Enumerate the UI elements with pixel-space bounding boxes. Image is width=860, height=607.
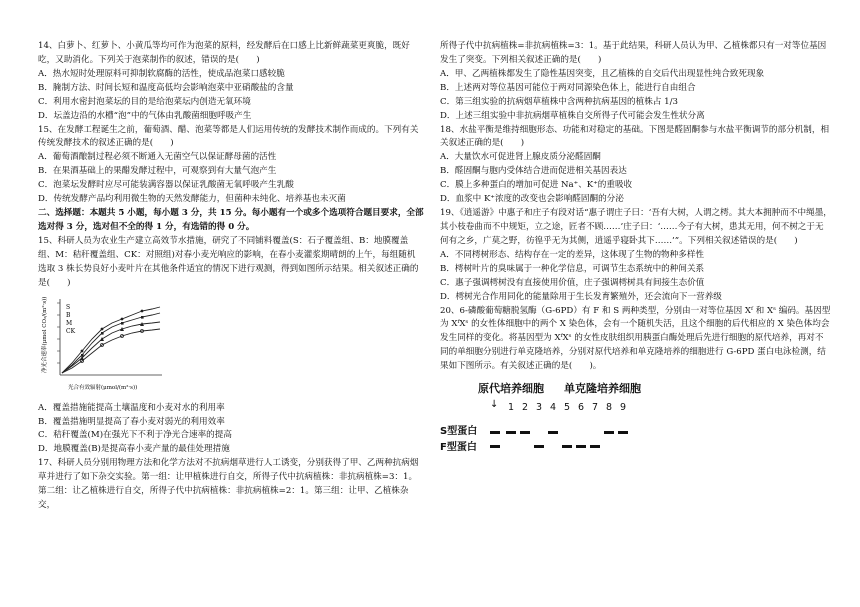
- q19-option-c: C．惠子强调樗树没有直接使用价值，庄子强调樗树具有间接生态价值: [440, 277, 705, 288]
- lane-label: 8: [606, 402, 613, 414]
- legend-m: M: [66, 319, 73, 327]
- right-column: [440, 40, 832, 462]
- band-f: [490, 445, 500, 448]
- lane-label: 5: [564, 402, 571, 414]
- primary-culture-title: 原代培养细胞: [478, 382, 544, 396]
- light-response-chart: [38, 293, 168, 398]
- lane-label: 3: [536, 402, 543, 414]
- y-axis-label: 净光合速率(μmol CO₂/(m²·s)): [42, 296, 48, 373]
- band-s: [520, 431, 530, 434]
- clone-culture-title: 单克隆培养细胞: [564, 382, 641, 396]
- electrophoresis-figure: [440, 380, 680, 462]
- lane-label: 6: [578, 402, 585, 414]
- q19-option-d: D．樗树光合作用同化的能量除用于生长发育繁殖外，还会流向下一营养级: [440, 291, 722, 302]
- q15a-option-d: D．传统发酵产品均利用微生物的天然发酵能力，但菌种未纯化、培养基也未灭菌: [38, 194, 346, 205]
- s-protein-label: S型蛋白: [440, 426, 478, 438]
- section-2-heading: 二、选择题：本题共 5 小题，每小题 3 分，共 15 分。每小题有一个或多个选项符合题目要求，全部选对得 3 分，选对但不全的得 1 分，有选错的得 0 分。: [38, 208, 424, 232]
- q19-option-b: B．樗树叶片的臭味属于一种化学信息，可调节生态系统中的种间关系: [440, 263, 705, 274]
- lane-label: 4: [550, 402, 557, 414]
- band-f: [534, 445, 544, 448]
- lane-label: 1: [508, 402, 515, 414]
- legend-b: B: [66, 311, 71, 319]
- band-s: [506, 431, 516, 434]
- q17-option-b: B．上述两对等位基因可能位于两对同源染色体上，能进行自由组合: [440, 82, 696, 93]
- q15b-option-b: B．覆盖措施明显提高了春小麦对弱光的利用效率: [38, 416, 225, 427]
- q18-option-c: C．膜上多种蛋白的增加可促进 Na⁺、K⁺的重吸收: [440, 180, 633, 191]
- q15a-option-b: B．在果酒基础上的果醋发酵过程中，可观察到有大量气泡产生: [38, 166, 277, 177]
- lane-label: 2: [522, 402, 529, 414]
- legend-s: S: [66, 303, 71, 311]
- q15a-stem: 15、在发酵工程诞生之前，葡萄酒、醋、泡菜等都是人们运用传统的发酵技术制作而成的。下列有关传统发酵技术的叙述正确的是( ): [38, 124, 419, 149]
- q20-stem: 20、6-磷酸葡萄糖脱氢酶（G-6PD）有 F 和 S 两种类型，分别由一对等位基因 Xᶠ 和 Xˢ 编码。基因型为 XᶠXˢ 的女性体细胞中的两个 X 染色体，会有一个随机失活，且这个细胞的后代相应的 X 染色体均会发生同样的变化。将基因型为 XᶠXˢ 的女性皮肤组织用胰蛋白酶处理后先进行细胞的原代培养，再对不同的单细胞分别进行单克隆培养，分别对原代培养和单克隆培养的细胞进行 G-6PD 蛋白电泳检测，结果如下图所示。有关叙述正确的是( )。: [440, 305, 831, 372]
- q15a-option-c: C．泡菜坛发酵时应尽可能装满容器以保证乳酸菌无氧呼吸产生乳酸: [38, 180, 294, 191]
- down-arrow-icon: ↓: [490, 399, 499, 411]
- q19-option-a: A．不同樗树形态、结构存在一定的差异，这体现了生物的物种多样性: [440, 249, 705, 260]
- band-s: [490, 431, 500, 434]
- q14-stem: 14、白萝卜、红萝卜、小黄瓜等均可作为泡菜的原料，经发酵后在口感上比新鲜蔬菜更爽脆，既好吃，又助消化。下列关于泡菜制作的叙述，错误的是( ): [38, 41, 410, 65]
- q17-stem: 17、科研人员分别用物理方法和化学方法对不抗病烟草进行人工诱变，分别获得了甲、乙两种抗病烟草并进行了如下杂交实验。第一组：让甲植株进行自交，所得子代中抗病植株：非抗病植株=3：1。第二组：让乙植株进行自交，所得子代中抗病植株：非抗病植株=2：1。第三组：让甲、乙植株杂交，: [38, 458, 419, 511]
- band-s: [548, 431, 558, 434]
- q17-continued: 所得子代中抗病植株=非抗病植株=3：1。基于此结果，科研人员认为甲、乙植株都只有一对等位基因发生了突变。下列相关叙述正确的是( ): [440, 41, 827, 65]
- band-s: [618, 431, 628, 434]
- f-protein-label: F型蛋白: [440, 442, 477, 454]
- q15b-option-c: C．秸秆覆盖(M)在强光下不利于净光合速率的提高: [38, 430, 232, 441]
- q14-option-d: D．坛盖边沿的水槽“泡”中的气体由乳酸菌细胞呼吸产生: [38, 110, 252, 121]
- legend-ck: CK: [66, 327, 76, 335]
- q18-option-d: D．血浆中 K⁺浓度的改变也会影响醛固酮的分泌: [440, 194, 624, 205]
- q15b-option-a: A．覆盖措施能提高土壤温度和小麦对水的利用率: [38, 402, 225, 413]
- q14-option-b: B．腌制方法、时间长短和温度高低均会影响泡菜中亚硝酸盐的含量: [38, 82, 294, 93]
- lane-label: 7: [592, 402, 599, 414]
- q17-option-d: D．上述三组实验中非抗病烟草植株自交所得子代可能会发生性状分离: [440, 110, 705, 121]
- q18-option-b: B．醛固酮与胞内受体结合进而促进相关基因表达: [440, 166, 627, 177]
- x-axis-label: 光合有效辐射(μmol/(m²·s)): [68, 384, 138, 391]
- q14-option-c: C．利用水密封泡菜坛的目的是给泡菜坛内创造无氧环境: [38, 96, 251, 107]
- q17-option-c: C．第三组实验的抗病烟草植株中含两种抗病基因的植株占 1/3: [440, 96, 678, 107]
- q17-option-a: A．甲、乙两植株都发生了隐性基因突变，且乙植株的自交后代出现显性纯合致死现象: [440, 68, 765, 79]
- band-s: [604, 431, 614, 434]
- band-f: [562, 445, 572, 448]
- q15b-stem: 15、科研人员为农业生产建立高效节水措施，研究了不同铺料覆盖(S：石子覆盖组、B：地膜覆盖组、M：秸秆覆盖组、CK：对照组)对春小麦光响应的影响，在春小麦灌浆期晴朗的上午，每组随机选取 3 株长势良好小麦叶片在其他条件适宜的情况下进行观测，得到如图所示结果。相关叙述正确的是( ): [38, 235, 419, 288]
- q14-option-a: A．热水短时处理原料可抑制软腐酶的活性，使成品泡菜口感较脆: [38, 68, 285, 79]
- q18-option-a: A．大量饮水可促进肾上腺皮质分泌醛固酮: [440, 152, 601, 163]
- left-column: [38, 40, 424, 513]
- q15a-option-a: A．葡萄酒酿制过程必须不断通入无菌空气以保证酵母菌的活性: [38, 152, 277, 163]
- q15b-figure: [38, 293, 168, 398]
- band-f: [590, 445, 600, 448]
- q19-stem: 19、《逍遥游》中惠子和庄子有段对话“惠子谓庄子曰：‘吾有大树，人谓之樗。其大本拥肿而不中绳墨，其小枝卷曲而不中规矩，立之途，匠者不顾……’庄子曰：‘……今子有大树，患其无用，何不树之于无何有之乡，广莫之野，彷徨乎无为其侧，逍遥乎寝卧其下……’”。下列相关叙述错误的是( ): [440, 208, 832, 246]
- band-f: [576, 445, 586, 448]
- q15b-option-d: D．地膜覆盖(B)是提高春小麦产量的最佳处理措施: [38, 444, 230, 455]
- q18-stem: 18、水盐平衡是维持细胞形态、功能和对稳定的基础。下图是醛固酮参与水盐平衡调节的部分机制，相关叙述正确的是( ): [440, 124, 830, 149]
- lane-label: 9: [620, 402, 627, 414]
